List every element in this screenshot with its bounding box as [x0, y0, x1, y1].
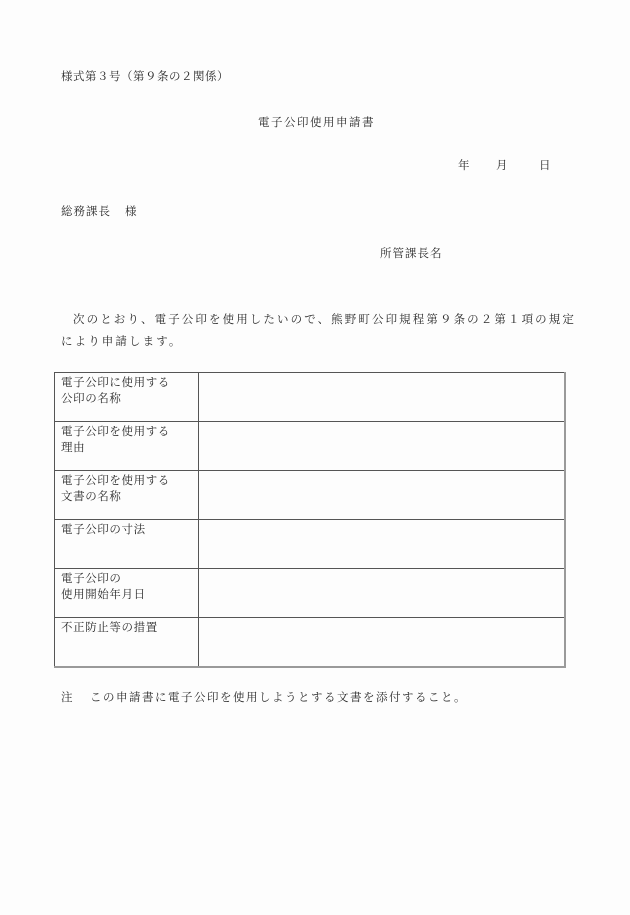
label-line: 文書の名称 — [61, 489, 122, 503]
date-line — [458, 157, 551, 173]
application-table — [54, 372, 566, 668]
value-document-name[interactable] — [199, 471, 566, 520]
label-line: 使用開始年月日 — [61, 587, 146, 601]
addressee — [61, 203, 138, 219]
value-seal-name[interactable] — [199, 373, 566, 422]
row-label-reason — [55, 422, 199, 471]
table-row — [55, 422, 566, 471]
addressee-name: 総務課長 — [61, 204, 111, 218]
value-seal-size[interactable] — [199, 520, 566, 569]
note — [61, 689, 467, 705]
table-row — [55, 373, 566, 422]
row-label-start-date — [55, 569, 199, 618]
label-line: 公印の名称 — [61, 391, 122, 405]
table-row — [55, 569, 566, 618]
label-line: 電子公印に使用する — [61, 375, 170, 389]
addressee-honorific: 様 — [125, 204, 138, 218]
value-start-date[interactable] — [199, 569, 566, 618]
value-reason[interactable] — [199, 422, 566, 471]
body-text: 次のとおり、電子公印を使用したいので、熊野町公印規程第９条の２第１項の規定により申請します。 — [61, 312, 576, 348]
document-title: 電子公印使用申請書 — [258, 115, 375, 129]
row-label-fraud-prevention — [55, 618, 199, 668]
date-day-label: 日 — [539, 158, 551, 172]
note-label: 注 — [61, 690, 74, 704]
label-line: 電子公印の — [61, 571, 122, 585]
table-row — [55, 618, 566, 668]
label-line: 電子公印を使用する — [61, 473, 170, 487]
form-number: 様式第３号（第９条の２関係） — [61, 69, 229, 83]
table-row — [55, 471, 566, 520]
row-label-seal-name — [55, 373, 199, 422]
row-label-document-name — [55, 471, 199, 520]
note-text: この申請書に電子公印を使用しようとする文書を添付すること。 — [90, 690, 467, 704]
label-line: 理由 — [61, 440, 86, 454]
row-label-seal-size — [55, 520, 199, 569]
label-line: 電子公印を使用する — [61, 424, 170, 438]
value-fraud-prevention[interactable] — [199, 618, 566, 668]
label-line: 電子公印の寸法 — [61, 522, 146, 536]
applicant-label: 所管課長名 — [380, 246, 443, 260]
label-line: 不正防止等の措置 — [61, 620, 158, 634]
date-month-label: 月 — [496, 158, 508, 172]
date-year-label: 年 — [458, 158, 470, 172]
table-row — [55, 520, 566, 569]
